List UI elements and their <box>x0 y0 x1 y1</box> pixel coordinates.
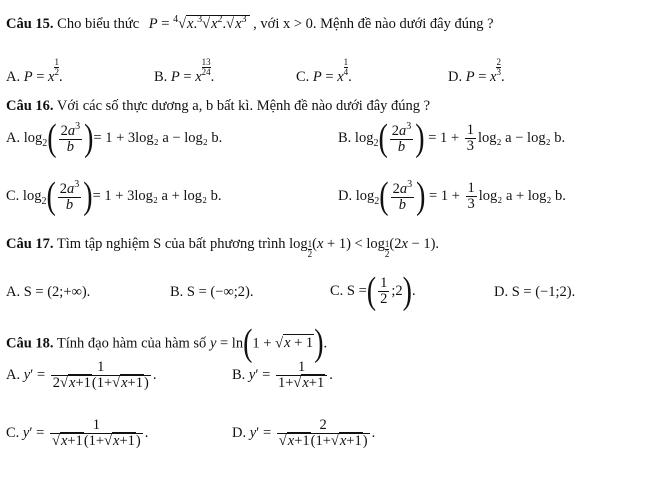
q15-condition: , với x > 0. Mệnh đề nào dưới đây đúng ? <box>253 15 494 32</box>
q17-text: Tìm tập nghiệm S của bất phương trình <box>56 236 286 252</box>
q16-option-c[interactable]: C. $\log_2$( $\frac{2a^3}{b}$ )= 1 + 3log₂ a + log₂ b. <box>6 175 222 217</box>
q16-stem <box>6 98 430 115</box>
q18-option-d[interactable]: D. y′ = $\frac{2}{√x+1(1+√x+1)}$ . <box>232 417 376 450</box>
q15-option-d[interactable]: D. P = x $\frac{2}{3}$ . <box>448 57 505 85</box>
q18-option-b[interactable]: B. y′ = $\frac{1}{1+√x+1}$ . <box>232 359 333 392</box>
q17-option-c[interactable]: C. S =( $\frac{1}{2}$ ;2). <box>330 270 416 312</box>
q18-text: Tính đạo hàm của hàm số <box>56 335 207 352</box>
q17-stem: Câu 17. Tìm tập nghiệm S của bất phương trình log $\frac{1}{2}$ (x + 1) < log $\frac{1}{2}$ (2x − 1). <box>6 236 440 259</box>
q17-option-d[interactable]: D. S = (−1;2). <box>494 284 576 300</box>
q17-option-a[interactable]: A. S = (2;+∞). <box>6 284 91 300</box>
q15-option-a[interactable]: A. P = x $\frac{1}{2}$ . <box>6 57 63 85</box>
q16-label: Câu 16. <box>6 98 54 114</box>
q18-option-a[interactable]: A. y′ = $\frac{1}{2√x+1(1+√x+1)}$ . <box>6 359 157 392</box>
q15-option-b[interactable]: B. P = x $\frac{13}{24}$ . <box>154 57 215 85</box>
q18-stem: Câu 18. Tính đạo hàm của hàm số y = ln(1 + √x + 1). <box>6 322 328 365</box>
q16-text: Với các số thực dương a, b bất kì. Mệnh đề nào dưới đây đúng ? <box>56 98 431 114</box>
q18-label: Câu 18. <box>6 335 54 352</box>
q16-option-d[interactable]: D. $\log_2$( $\frac{2a^3}{b}$ ) = 1 + $\frac{1}{3}$ log₂ a + log₂ b. <box>338 175 566 217</box>
q18-option-c[interactable]: C. y′ = $\frac{1}{√x+1(1+√x+1)}$ . <box>6 417 149 450</box>
q16-option-b[interactable]: B. $\log_2$( $\frac{2a^3}{b}$ ) = 1 + $\frac{1}{3}$ log₂ a − log₂ b. <box>338 117 566 159</box>
q15-stem: Câu 15. Cho biểu thức $P = ^4√x.^3√x^2.√x^3$ , với x > 0. Mệnh đề nào dưới đây đúng ? <box>6 14 494 32</box>
q15-option-c[interactable]: C. P = x $\frac{1}{4}$ . <box>296 57 352 85</box>
q16-option-a[interactable]: A. $\log_2$( $\frac{2a^3}{b}$ )= 1 + 3log₂ a − log₂ b. <box>6 117 223 159</box>
q15-text: Cho biểu thức <box>57 15 140 32</box>
q15-label: Câu 15. <box>6 15 54 32</box>
q17-option-b[interactable]: B. S = (−∞;2). <box>170 284 254 300</box>
q17-label: Câu 17. <box>6 236 54 252</box>
